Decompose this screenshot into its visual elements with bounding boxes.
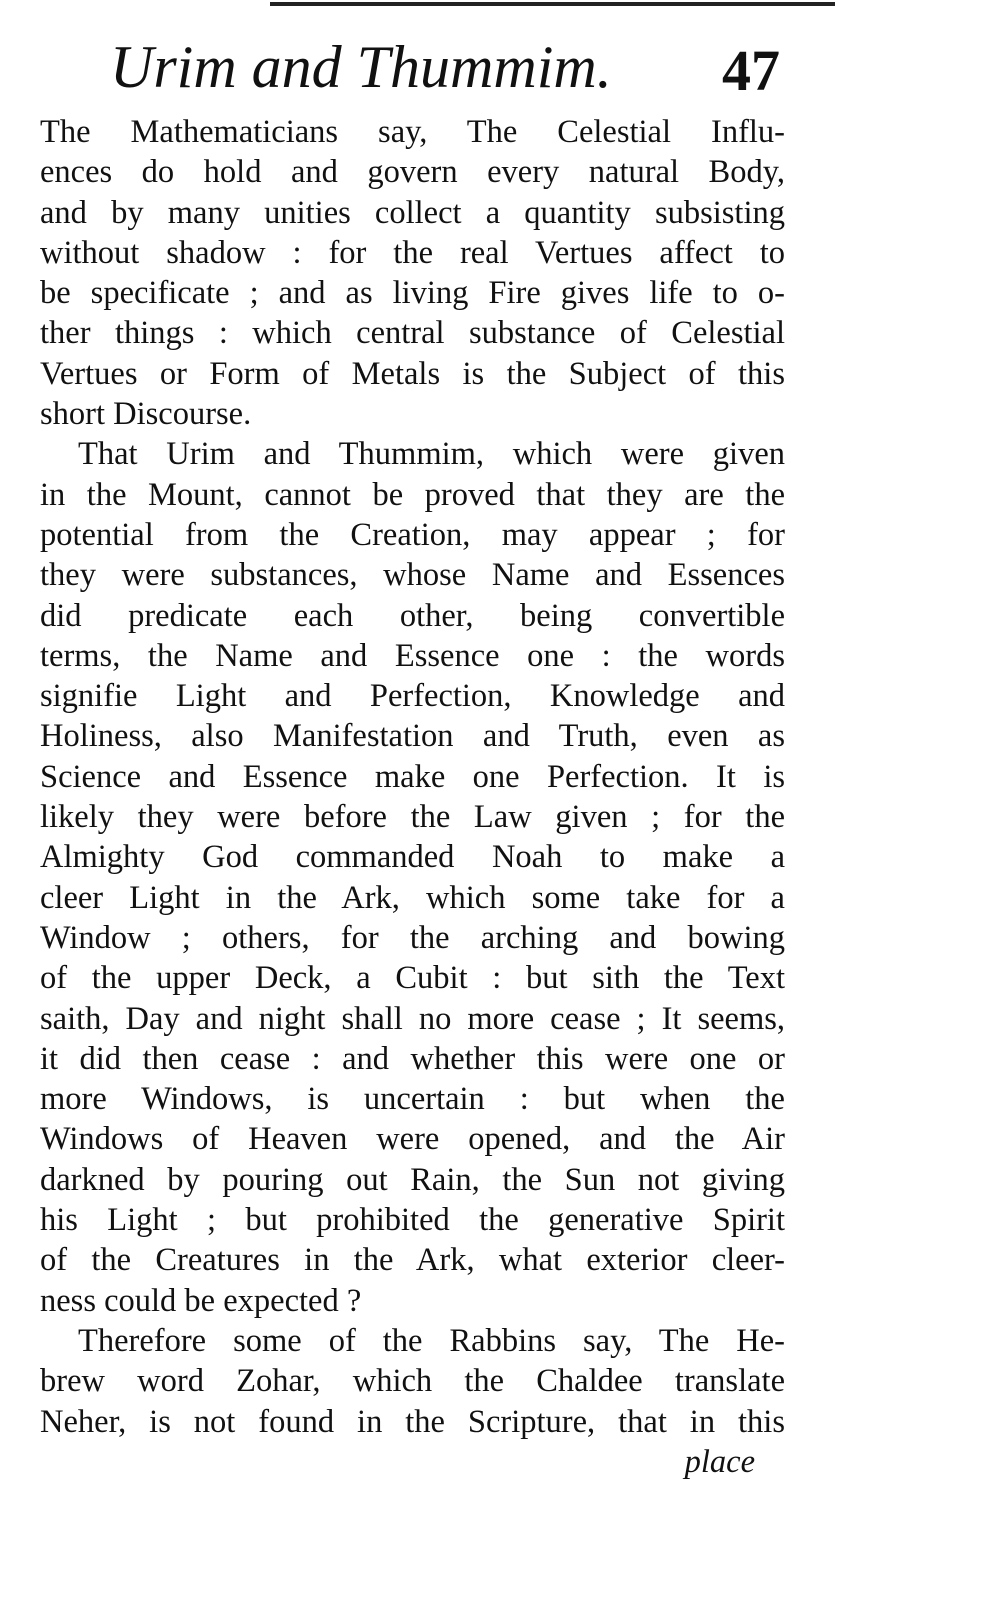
- text-line: signifie Light and Perfection, Knowledge and: [40, 678, 785, 715]
- text-line: short Discourse.: [40, 396, 252, 433]
- text-line: darkned by pouring out Rain, the Sun not giving: [40, 1161, 785, 1198]
- text-line: Holiness, also Manifestation and Truth, even as: [40, 718, 785, 755]
- text-line: and by many unities collect a quantity subsisting: [40, 194, 785, 231]
- text-line: Neher, is not found in the Scripture, that in this: [40, 1403, 785, 1440]
- running-head: [110, 22, 780, 112]
- text-line: did predicate each other, being convertible: [40, 597, 785, 634]
- text-line: more Windows, is uncertain : but when the: [40, 1081, 785, 1118]
- text-line: saith, Day and night shall no more cease ; It seems,: [40, 1000, 785, 1037]
- text-line: ness could be expected ?: [40, 1282, 362, 1319]
- text-line: his Light ; but prohibited the generative Spirit: [40, 1202, 785, 1239]
- body-text: [40, 112, 785, 1482]
- running-title: Urim and Thummim.: [110, 34, 612, 100]
- text-line: of the Creatures in the Ark, what exterior cleer-: [40, 1242, 785, 1279]
- paragraph: [40, 434, 785, 1321]
- text-line: Therefore some of the Rabbins say, The He-: [78, 1322, 785, 1359]
- paragraph: [40, 1321, 785, 1442]
- page-number: 47: [722, 38, 780, 103]
- text-line: it did then cease : and whether this were one or: [40, 1040, 785, 1077]
- text-line: The Mathematicians say, The Celestial Influ-: [40, 114, 785, 150]
- text-line: in the Mount, cannot be proved that they are the: [40, 476, 785, 513]
- text-line: ther things : which central substance of Celestial: [40, 315, 785, 352]
- text-line: be specificate ; and as living Fire gives life to o-: [40, 275, 785, 312]
- text-line: Windows of Heaven were opened, and the Air: [40, 1121, 785, 1158]
- paragraph: [40, 112, 785, 434]
- text-line: they were substances, whose Name and Essences: [40, 557, 785, 594]
- text-line: potential from the Creation, may appear ; for: [40, 516, 785, 553]
- text-line: brew word Zohar, which the Chaldee translate: [40, 1363, 785, 1400]
- catchword: place: [684, 1443, 755, 1480]
- text-line: Vertues or Form of Metals is the Subject of this: [40, 355, 785, 392]
- text-line: That Urim and Thummim, which were given: [78, 436, 785, 473]
- text-line: without shadow : for the real Vertues affect to: [40, 234, 785, 271]
- text-line: Window ; others, for the arching and bowing: [40, 919, 785, 956]
- text-line: cleer Light in the Ark, which some take for a: [40, 879, 785, 916]
- text-line: ences do hold and govern every natural Body,: [40, 154, 785, 191]
- text-line: likely they were before the Law given ; for the: [40, 799, 785, 836]
- text-line: of the upper Deck, a Cubit : but sith the Text: [40, 960, 785, 997]
- text-line: Science and Essence make one Perfection. It is: [40, 758, 785, 795]
- top-rule: [270, 2, 835, 6]
- text-line: terms, the Name and Essence one : the words: [40, 637, 785, 674]
- text-line: Almighty God commanded Noah to make a: [40, 839, 785, 876]
